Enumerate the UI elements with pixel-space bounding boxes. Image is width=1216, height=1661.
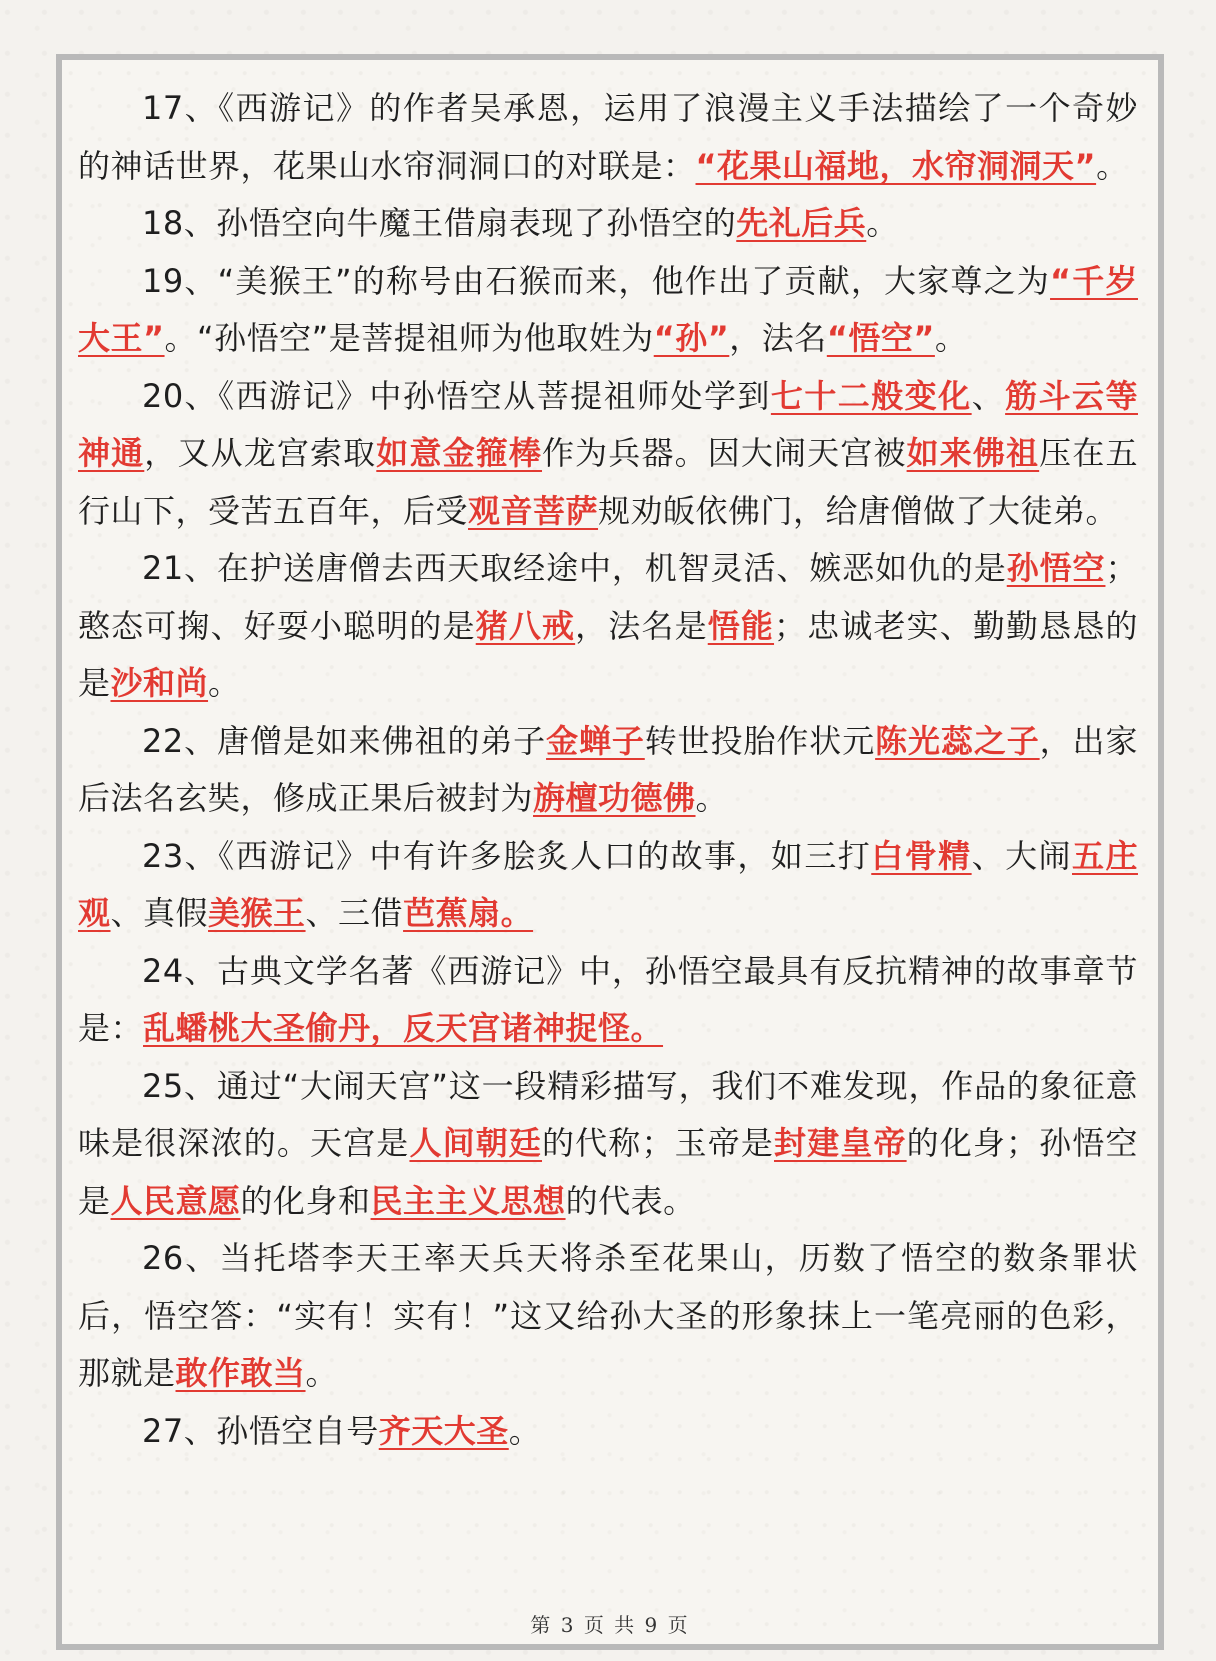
question-text: 23、《西游记》中有许多脍炙人口的故事，如三打 — [142, 836, 872, 875]
question-text: 27、孙悟空自号 — [142, 1411, 379, 1450]
question-text: 、 — [971, 376, 1006, 415]
answer-text: 人间朝廷 — [409, 1124, 543, 1162]
question-text: 转世投胎作状元 — [644, 721, 876, 760]
answer-text: 悟能 — [707, 606, 775, 645]
answer-text: 沙和尚 — [110, 664, 209, 702]
question-item-21 — [78, 540, 1138, 713]
question-item-26 — [78, 1230, 1138, 1403]
question-item-20 — [78, 368, 1138, 541]
question-text: 的代称；玉帝是 — [542, 1124, 775, 1162]
answer-text: 七十二般变化 — [770, 376, 972, 415]
question-text: 。 — [695, 779, 729, 817]
question-text: 。 — [305, 1354, 339, 1392]
question-text: ，出家后法名玄奘，修成正果后被封为 — [78, 721, 1138, 817]
question-text: 。 — [934, 319, 968, 357]
question-text: ，法名 — [729, 319, 827, 357]
answer-text: 筋斗云等神通 — [78, 376, 1138, 472]
question-text: 的化身；孙悟空是 — [78, 1124, 1138, 1220]
answer-text: 如意金箍棒 — [376, 434, 543, 472]
answer-text: 白骨精 — [871, 836, 972, 875]
question-text: 。“孙悟空”是菩提祖师为他取姓为 — [164, 319, 654, 357]
answer-text: 猪八戒 — [475, 606, 576, 645]
answer-text: 美猴王 — [208, 894, 306, 932]
question-item-23 — [78, 828, 1138, 943]
question-item-24 — [78, 943, 1138, 1058]
question-text: ，法名是 — [575, 606, 708, 645]
question-text: 21、在护送唐僧去西天取经途中，机智灵活、嫉恶如仇的是 — [142, 549, 1007, 587]
question-text: 规劝皈依佛门，给唐僧做了大徒弟。 — [598, 491, 1119, 530]
answer-text: 齐天大圣 — [378, 1411, 509, 1450]
question-text: 。 — [208, 664, 241, 702]
question-text: 的代表。 — [565, 1181, 696, 1220]
question-text: 。 — [508, 1411, 542, 1450]
answer-text: 敢作敢当 — [175, 1354, 306, 1392]
question-item-18 — [78, 195, 1138, 253]
question-text: 压在五行山下，受苦五百年，后受 — [78, 434, 1138, 530]
question-text: 17、《西游记》的作者吴承恩，运用了浪漫主义手法描绘了一个奇妙的神话世界，花果山水帘洞洞口的对联是： — [78, 89, 1138, 185]
question-text: ；忠诚老实、勤勤恳恳的是 — [78, 606, 1138, 702]
answer-text: “花果山福地，水帘洞洞天” — [695, 146, 1097, 185]
question-text: 、真假 — [110, 894, 209, 932]
answer-text: “孙” — [653, 319, 730, 357]
question-text: 22、唐僧是如来佛祖的弟子 — [142, 721, 547, 760]
answer-text: 孙悟空 — [1006, 549, 1106, 587]
question-item-25 — [78, 1058, 1138, 1231]
answer-text: 先礼后兵 — [736, 204, 867, 242]
question-list — [78, 80, 1138, 1460]
question-text: 的化身和 — [240, 1181, 371, 1220]
question-text: 。 — [866, 204, 899, 242]
question-text: 、三借 — [305, 894, 404, 932]
answer-text: 五庄观 — [78, 836, 1138, 932]
answer-text: 陈光蕊之子 — [875, 721, 1040, 760]
question-text: 作为兵器。因大闹天宫被 — [542, 434, 907, 472]
question-text: 18、孙悟空向牛魔王借扇表现了孙悟空的 — [142, 204, 737, 242]
answer-text: 芭蕉扇。 — [403, 894, 534, 932]
answer-text: 人民意愿 — [110, 1181, 241, 1220]
page-footer: 第 3 页 共 9 页 — [530, 1613, 690, 1637]
answer-text: 如来佛祖 — [906, 434, 1040, 472]
question-text: 。 — [1096, 146, 1129, 185]
answer-text: 金蝉子 — [546, 721, 645, 760]
answer-text: “悟空” — [826, 319, 935, 357]
question-item-17 — [78, 80, 1138, 195]
answer-text: “千岁大王” — [78, 261, 1138, 357]
question-text: 19、“美猴王”的称号由石猴而来，他作出了贡献，大家尊之为 — [142, 261, 1051, 300]
question-text: ，又从龙宫索取 — [144, 434, 377, 472]
question-text: 24、古典文学名著《西游记》中，孙悟空最具有反抗精神的故事章节是： — [78, 951, 1138, 1047]
question-item-19 — [78, 253, 1138, 368]
answer-text: 观音菩萨 — [468, 491, 599, 530]
question-text: 20、《西游记》中孙悟空从菩提祖师处学到 — [142, 376, 771, 415]
question-text: ；憨态可掬、好耍小聪明的是 — [78, 549, 1138, 645]
answer-text: 旃檀功德佛 — [533, 779, 696, 817]
answer-text: 乱蟠桃大圣偷丹，反天宫诸神捉怪。 — [143, 1009, 664, 1047]
question-item-22 — [78, 713, 1138, 828]
question-text: 25、通过“大闹天宫”这一段精彩描写，我们不难发现，作品的象征意味是很深浓的。天宫是 — [78, 1066, 1138, 1162]
answer-text: 封建皇帝 — [774, 1124, 907, 1162]
question-item-27 — [78, 1403, 1138, 1461]
document-page — [56, 54, 1164, 1650]
answer-text: 民主主义思想 — [370, 1181, 566, 1220]
question-text: 26、当托塔李天王率天兵天将杀至花果山，历数了悟空的数条罪状后，悟空答：“实有！实有！”这又给孙大圣的形象抹上一笔亮丽的色彩，那就是 — [78, 1239, 1138, 1392]
question-text: 、大闹 — [971, 836, 1072, 875]
